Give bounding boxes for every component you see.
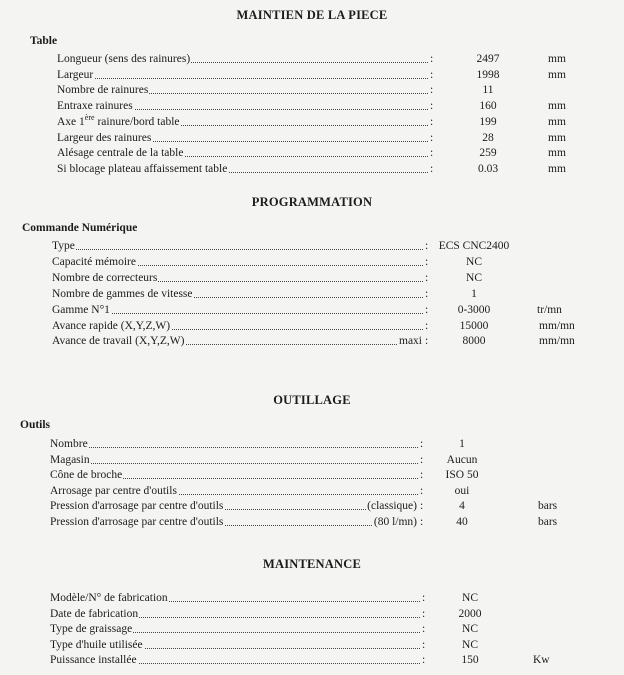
colon-separator: : bbox=[422, 638, 426, 651]
label-text: Largeur des rainures bbox=[57, 131, 152, 144]
label-text: Nombre de gammes de vitesse bbox=[52, 287, 193, 300]
group-commande-numerique: Commande Numérique bbox=[22, 222, 138, 234]
spec-label bbox=[52, 302, 423, 318]
colon-separator: : bbox=[422, 623, 426, 635]
label-text: Si blocage plateau affaissement table bbox=[57, 162, 228, 175]
colon-separator: : bbox=[430, 84, 434, 97]
spec-label bbox=[52, 333, 423, 349]
label-qualifier: (80 l/mn) bbox=[373, 515, 417, 528]
label-text: Type bbox=[52, 240, 75, 252]
spec-unit: Kw bbox=[533, 654, 550, 666]
section-title-outillage: OUTILLAGE bbox=[273, 393, 351, 407]
spec-label bbox=[57, 98, 428, 114]
spec-value: 150 bbox=[461, 654, 479, 666]
spec-label bbox=[50, 498, 418, 514]
label-text: Nombre de correcteurs bbox=[52, 271, 158, 284]
spec-row bbox=[0, 82, 624, 98]
spec-label bbox=[57, 82, 428, 98]
spec-unit: mm bbox=[548, 53, 566, 65]
spec-row bbox=[0, 318, 624, 334]
label-superscript: ère bbox=[84, 113, 95, 122]
spec-label bbox=[50, 606, 420, 622]
spec-label bbox=[50, 652, 420, 668]
spec-value: 1 bbox=[471, 287, 477, 300]
label-text: Avance de travail (X,Y,Z,W) bbox=[52, 335, 185, 348]
spec-value: 1998 bbox=[476, 68, 500, 81]
spec-row bbox=[0, 145, 624, 161]
spec-value: oui bbox=[454, 484, 470, 497]
label-text: Pression d'arrosage par centre d'outils bbox=[50, 515, 224, 528]
spec-value: 160 bbox=[479, 100, 497, 113]
label-text: Largeur bbox=[57, 68, 94, 81]
label-text: Nombre de rainures bbox=[57, 84, 149, 97]
spec-row bbox=[0, 51, 624, 67]
spec-row bbox=[0, 590, 624, 606]
colon-separator: : bbox=[425, 319, 429, 332]
spec-label bbox=[57, 130, 428, 146]
label-text: Avance rapide (X,Y,Z,W) bbox=[52, 319, 171, 332]
section-title-maintenance: MAINTENANCE bbox=[262, 557, 362, 571]
spec-row bbox=[0, 67, 624, 83]
label-text: Alésage centrale de la table bbox=[57, 147, 184, 160]
leader-dots bbox=[52, 249, 423, 250]
spec-value: 199 bbox=[479, 115, 497, 128]
label-text: Pression d'arrosage par centre d'outils bbox=[50, 500, 224, 512]
spec-value: 0.03 bbox=[477, 162, 499, 175]
spec-row bbox=[0, 637, 624, 653]
colon-separator: : bbox=[430, 100, 434, 113]
group-table: Table bbox=[30, 35, 58, 47]
spec-row bbox=[0, 302, 624, 318]
spec-value: 4 bbox=[459, 500, 465, 512]
spec-value: 11 bbox=[482, 84, 494, 97]
spec-value: 8000 bbox=[462, 335, 486, 348]
spec-label bbox=[50, 637, 420, 653]
colon-separator: : bbox=[422, 654, 426, 666]
spec-row bbox=[0, 98, 624, 114]
colon-separator: : bbox=[420, 500, 424, 512]
spec-value: 15000 bbox=[459, 319, 489, 332]
colon-separator: : bbox=[420, 438, 424, 450]
label-qualifier: (classique) bbox=[367, 500, 417, 512]
spec-unit: mm bbox=[548, 147, 566, 160]
spec-label bbox=[57, 145, 428, 161]
spec-value: 40 bbox=[456, 515, 468, 528]
spec-value: NC bbox=[466, 271, 482, 284]
group-outils: Outils bbox=[20, 419, 51, 431]
spec-label bbox=[52, 318, 423, 334]
spec-unit: mm/mn bbox=[539, 319, 575, 332]
label-text: Modèle/N° de fabrication bbox=[50, 592, 168, 604]
leader-dots bbox=[57, 78, 428, 79]
spec-row bbox=[0, 286, 624, 302]
spec-row bbox=[0, 270, 624, 286]
section-title-maintien: MAINTIEN DE LA PIECE bbox=[236, 8, 388, 22]
spec-row bbox=[0, 333, 624, 349]
label-text: Nombre bbox=[50, 438, 88, 450]
colon-separator: : bbox=[422, 592, 426, 604]
colon-separator: : bbox=[420, 469, 424, 481]
colon-separator: : bbox=[420, 453, 424, 466]
spec-value: 2000 bbox=[458, 607, 482, 620]
colon-separator: : bbox=[425, 255, 429, 268]
colon-separator: : bbox=[420, 515, 424, 528]
label-qualifier: maxi bbox=[399, 335, 422, 348]
spec-label bbox=[52, 238, 423, 254]
spec-unit: bars bbox=[538, 515, 558, 528]
label-text: rainure/bord table bbox=[94, 115, 180, 128]
spec-unit: mm bbox=[548, 162, 566, 175]
colon-separator: : bbox=[430, 115, 434, 128]
spec-unit: bars bbox=[538, 500, 558, 512]
spec-row bbox=[0, 652, 624, 668]
spec-label bbox=[52, 286, 423, 302]
label-text: Arrosage par centre d'outils bbox=[50, 484, 177, 497]
label-text: Capacité mémoire bbox=[52, 255, 136, 268]
spec-label bbox=[50, 590, 420, 606]
label-text: Type de graissage bbox=[50, 623, 133, 635]
spec-label bbox=[57, 67, 428, 83]
spec-row bbox=[0, 467, 624, 483]
spec-row bbox=[0, 254, 624, 270]
spec-value: NC bbox=[462, 592, 478, 604]
spec-value: Aucun bbox=[446, 453, 478, 466]
spec-value: 28 bbox=[482, 131, 494, 144]
colon-separator: : bbox=[430, 131, 434, 144]
spec-label bbox=[50, 436, 418, 452]
colon-separator: : bbox=[425, 271, 429, 284]
spec-unit: mm bbox=[548, 131, 566, 144]
spec-unit: mm/mn bbox=[539, 335, 575, 348]
spec-row bbox=[0, 238, 624, 254]
colon-separator: : bbox=[430, 162, 434, 175]
colon-separator: : bbox=[425, 287, 429, 300]
label-text: Cône de broche bbox=[50, 469, 123, 481]
label-text: Entraxe rainures bbox=[57, 100, 133, 113]
spec-value: 259 bbox=[479, 147, 497, 160]
label-text: Type d'huile utilisée bbox=[50, 638, 143, 651]
section-title-programmation: PROGRAMMATION bbox=[251, 195, 373, 209]
leader-dots bbox=[50, 463, 418, 464]
spec-label bbox=[57, 161, 428, 177]
spec-value: ISO 50 bbox=[445, 469, 479, 481]
spec-row bbox=[0, 452, 624, 468]
colon-separator: : bbox=[430, 68, 434, 81]
label-text: Puissance installée bbox=[50, 654, 137, 666]
spec-row bbox=[0, 130, 624, 146]
spec-unit: mm bbox=[548, 115, 566, 128]
label-text: Gamme N°1 bbox=[52, 303, 110, 316]
spec-label bbox=[57, 51, 428, 67]
colon-separator: : bbox=[430, 147, 434, 160]
spec-label bbox=[50, 621, 420, 637]
spec-unit: mm bbox=[548, 68, 566, 81]
spec-label bbox=[52, 270, 423, 286]
spec-label bbox=[50, 483, 418, 499]
spec-value: 0-3000 bbox=[457, 303, 491, 316]
spec-value: NC bbox=[466, 255, 482, 268]
spec-row bbox=[0, 483, 624, 499]
spec-value: 1 bbox=[459, 438, 465, 450]
colon-separator: : bbox=[420, 484, 424, 497]
spec-unit: mm bbox=[548, 100, 566, 113]
spec-value: NC bbox=[462, 638, 478, 651]
spec-row bbox=[0, 498, 624, 514]
spec-row bbox=[0, 114, 624, 130]
leader-dots bbox=[50, 447, 418, 448]
colon-separator: : bbox=[425, 335, 429, 348]
spec-label bbox=[57, 114, 428, 130]
label-text: Longueur (sens des rainures) bbox=[57, 53, 191, 65]
spec-row bbox=[0, 514, 624, 530]
label-text: Magasin bbox=[50, 453, 90, 466]
spec-label bbox=[52, 254, 423, 270]
spec-row bbox=[0, 606, 624, 622]
spec-value: ECS CNC2400 bbox=[438, 240, 510, 252]
colon-separator: : bbox=[425, 240, 429, 252]
spec-row bbox=[0, 436, 624, 452]
spec-row bbox=[0, 621, 624, 637]
spec-label bbox=[50, 467, 418, 483]
spec-unit: tr/mn bbox=[537, 303, 562, 316]
colon-separator: : bbox=[425, 303, 429, 316]
colon-separator: : bbox=[422, 607, 426, 620]
spec-label bbox=[50, 514, 418, 530]
label-text: Axe 1 bbox=[57, 115, 85, 128]
colon-separator: : bbox=[430, 53, 434, 65]
spec-row bbox=[0, 161, 624, 177]
label-text: Date de fabrication bbox=[50, 607, 139, 620]
spec-label bbox=[50, 452, 418, 468]
spec-value: 2497 bbox=[476, 53, 500, 65]
spec-value: NC bbox=[462, 623, 478, 635]
